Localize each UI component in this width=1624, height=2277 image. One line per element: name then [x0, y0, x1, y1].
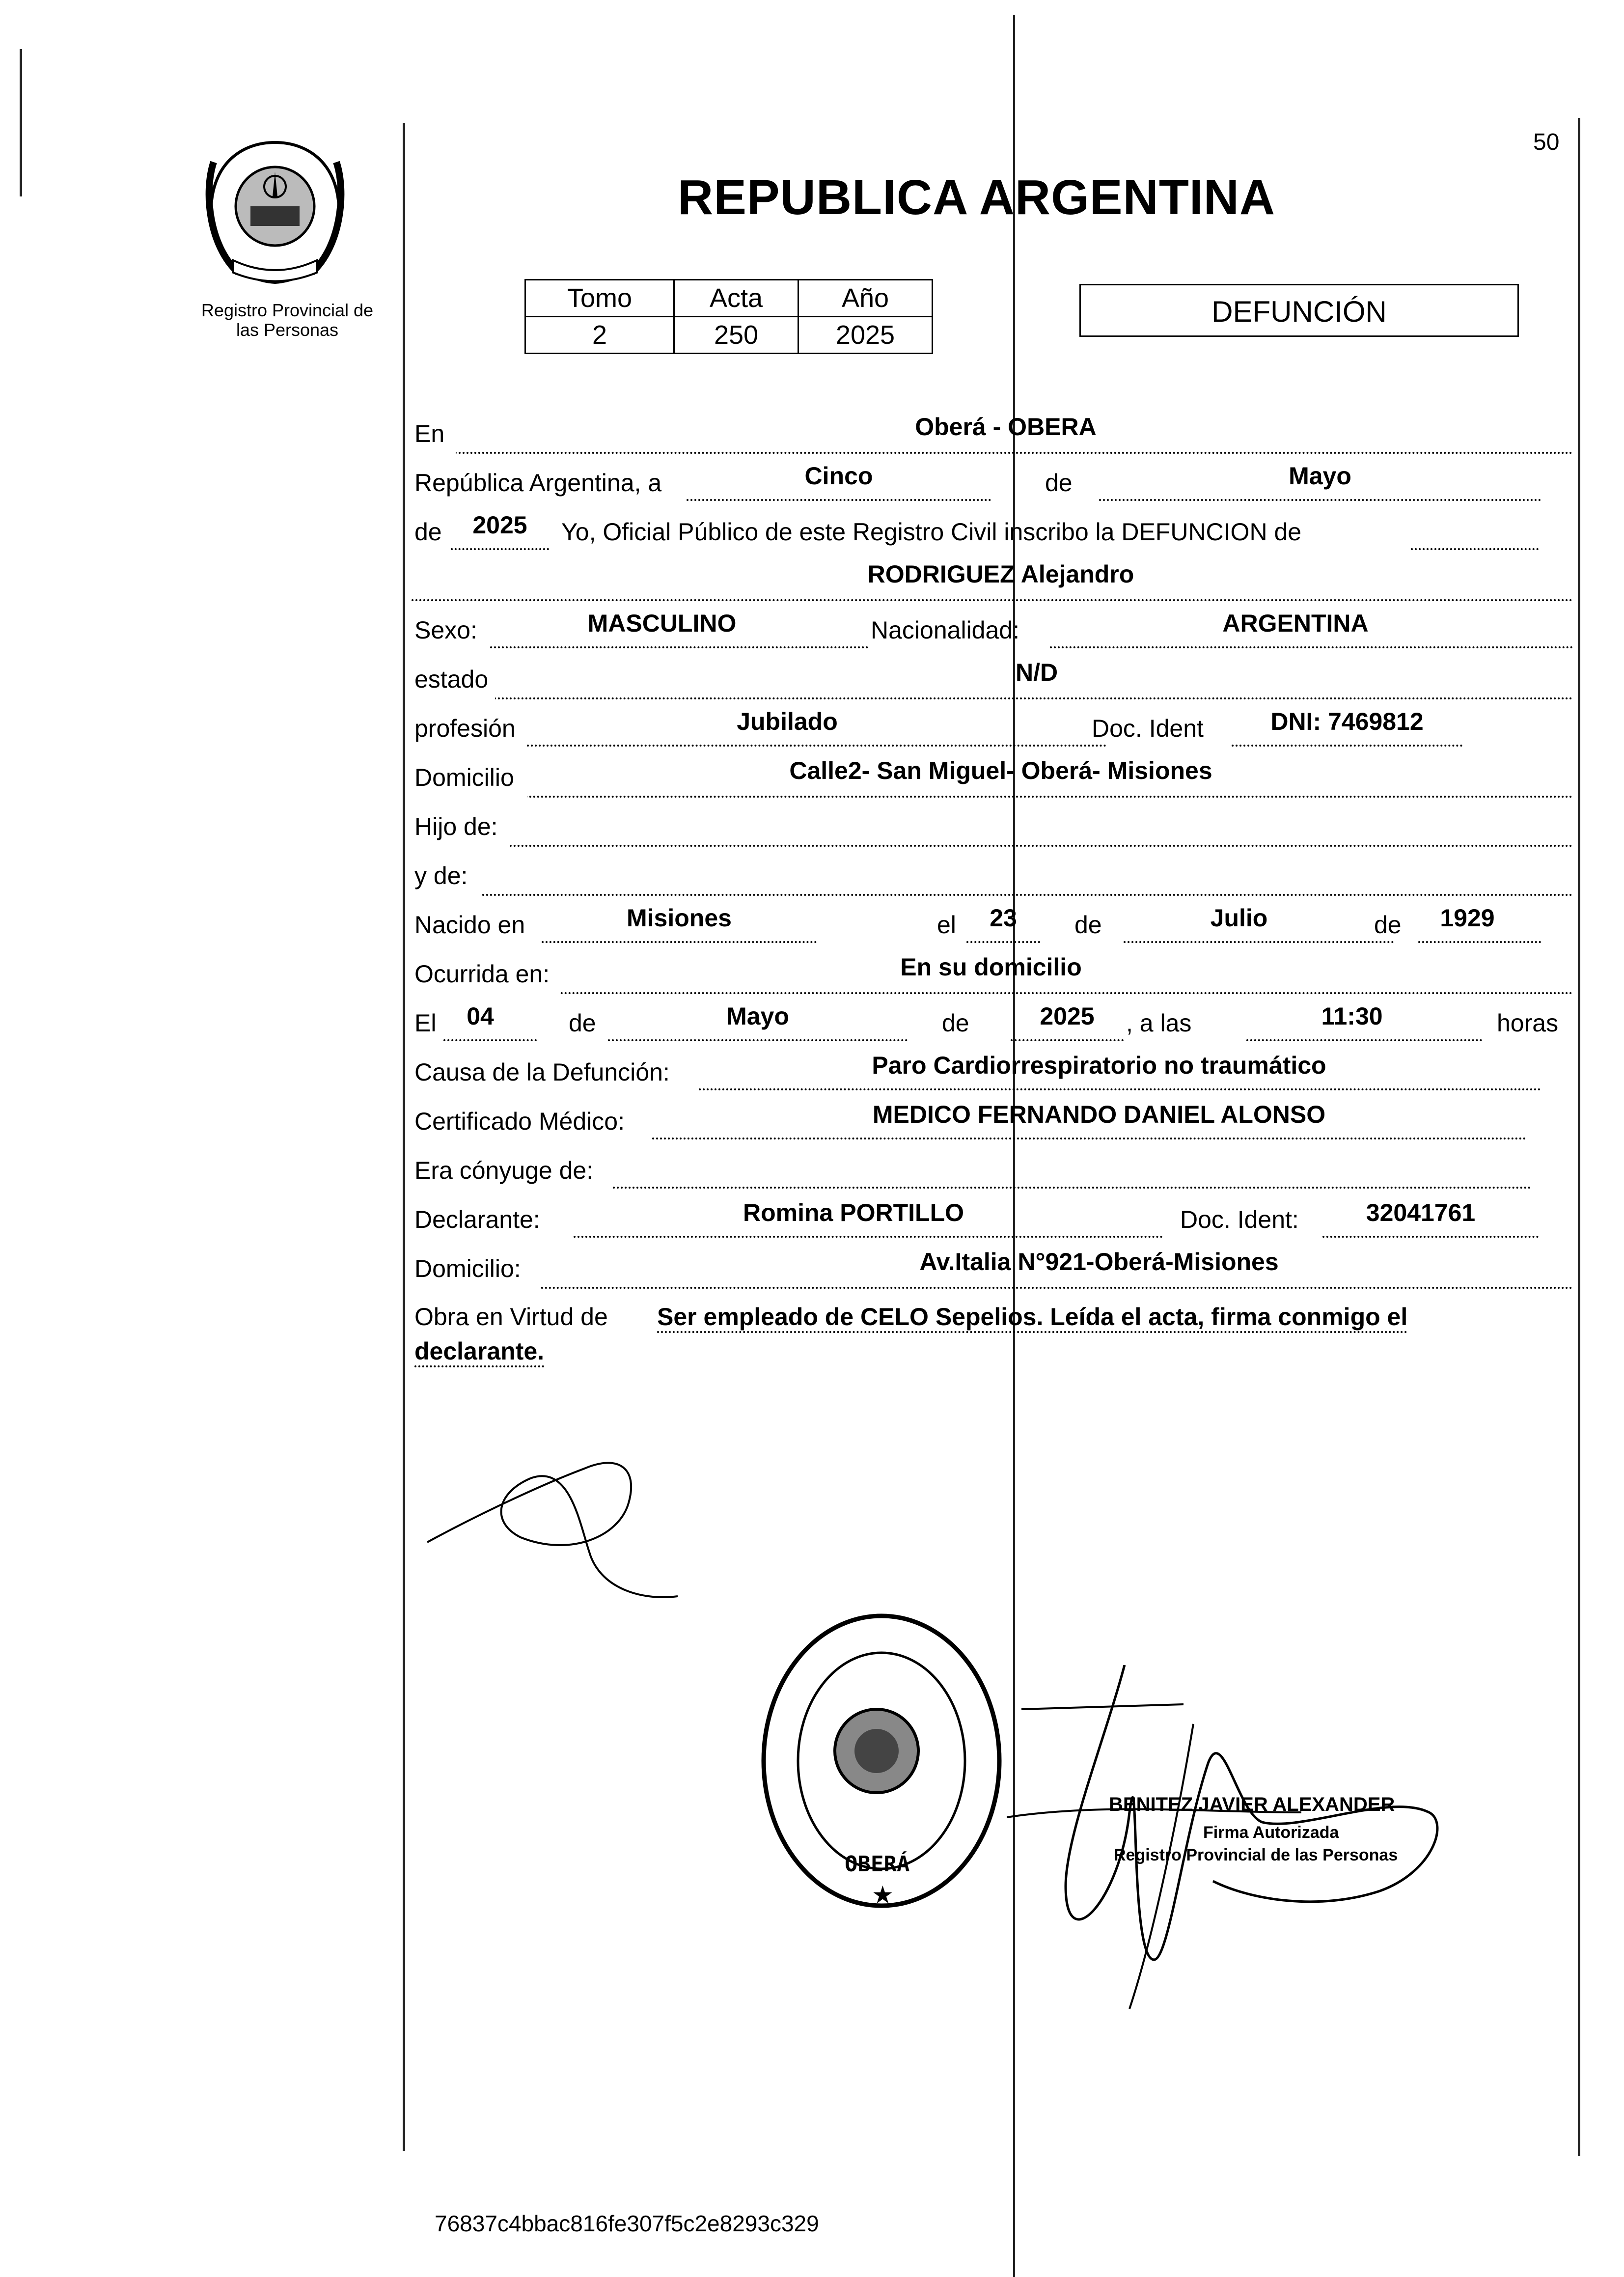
deceased-name: RODRIGUEZ Alejandro: [867, 560, 1134, 588]
official-stamp: [749, 1604, 1014, 1918]
de-label-4: de: [1374, 911, 1402, 939]
domicilio-label: Domicilio: [414, 764, 514, 791]
nacido-label: Nacido en: [414, 911, 525, 939]
estado-value: N/D: [1016, 659, 1058, 686]
acta-value: 250: [674, 317, 798, 354]
document-hash: 76837c4bbac816fe307f5c2e8293c329: [435, 2211, 819, 2236]
row-deceased: [412, 550, 1573, 601]
sexo-value: MASCULINO: [587, 610, 737, 637]
nacido-lugar-value: Misiones: [627, 904, 732, 932]
nacido-mes-value: Julio: [1210, 904, 1268, 932]
official-role: Firma Autorizada: [1203, 1823, 1339, 1842]
domicilio-value: Calle2- San Miguel- Oberá- Misiones: [789, 757, 1212, 784]
official-name: BENITEZ JAVIER ALEXANDER: [1109, 1794, 1395, 1815]
en-label: En: [414, 420, 445, 447]
right-form-border: [1578, 118, 1580, 2156]
el-cap-label: El: [414, 1009, 437, 1037]
de-label-5: de: [569, 1009, 596, 1037]
certificado-value: MEDICO FERNANDO DANIEL ALONSO: [872, 1101, 1326, 1128]
row-domicilio: [412, 747, 1573, 798]
el-label: el: [937, 911, 956, 939]
edge-mark: [20, 49, 22, 196]
de-label-2: de: [414, 518, 442, 546]
obra-line1: Ser empleado de CELO Sepelios. Leída el acta, firma conmigo el: [657, 1303, 1407, 1333]
row-ocurrida: [412, 943, 1573, 994]
row-sexo: [412, 599, 1573, 648]
acta-header: Acta: [674, 280, 798, 317]
row-place: [412, 403, 1573, 454]
nacionalidad-value: ARGENTINA: [1222, 610, 1369, 637]
declarante-value: Romina PORTILLO: [743, 1199, 964, 1226]
estado-label: estado: [414, 666, 489, 693]
profesion-label: profesión: [414, 715, 516, 742]
issuer-name: Registro Provincial de las Personas: [201, 300, 374, 340]
row-fecha-defuncion: [412, 992, 1573, 1041]
row-yde: [412, 845, 1573, 896]
de-label-1: de: [1045, 469, 1073, 497]
domicilio2-label: Domicilio:: [414, 1255, 521, 1282]
ocurrida-label: Ocurrida en:: [414, 960, 550, 988]
row-domicilio2: [412, 1238, 1573, 1289]
row-profesion: [412, 697, 1573, 747]
row-hijo: [412, 796, 1573, 847]
yde-label: y de:: [414, 862, 468, 889]
row-nacido: [412, 894, 1573, 943]
row-estado: [412, 648, 1573, 699]
doc-ident-label: Doc. Ident: [1092, 715, 1204, 742]
anio-header: Año: [798, 280, 933, 317]
declarante-label: Declarante:: [414, 1206, 540, 1233]
horas-label: horas: [1497, 1009, 1559, 1037]
de-label-6: de: [942, 1009, 969, 1037]
misiones-crest-icon: [194, 133, 356, 290]
official-organization: Registro Provincial de las Personas: [1114, 1846, 1398, 1864]
hijo-label: Hijo de:: [414, 813, 498, 840]
row-registro: [412, 501, 1573, 550]
reference-table: [524, 279, 933, 354]
document-type-box: DEFUNCIÓN: [1079, 284, 1519, 337]
doc-ident2-label: Doc. Ident:: [1180, 1206, 1299, 1233]
nacionalidad-label: Nacionalidad:: [871, 616, 1019, 644]
row-conyuge: [412, 1139, 1573, 1189]
month-value: Mayo: [1289, 462, 1351, 490]
place-value: Oberá - OBERA: [915, 413, 1097, 441]
conyuge-label: Era cónyuge de:: [414, 1157, 594, 1184]
domicilio2-value: Av.Italia N°921-Oberá-Misiones: [919, 1248, 1279, 1276]
row-date: [412, 452, 1573, 501]
nacido-dia-value: 23: [990, 904, 1017, 932]
row-obra: [412, 1287, 1573, 1385]
left-form-border: [403, 123, 405, 2151]
row-certificado: [412, 1090, 1573, 1139]
document-title: REPUBLICA ARGENTINA: [678, 170, 1276, 225]
stamp-city: OBERÁ: [845, 1852, 910, 1877]
def-dia-value: 04: [467, 1002, 494, 1030]
obra-line2: declarante.: [414, 1337, 544, 1367]
obra-label: Obra en Virtud de: [414, 1303, 608, 1331]
page-number: 50: [1533, 129, 1560, 155]
nacido-anio-value: 1929: [1440, 904, 1495, 932]
de-label-3: de: [1074, 911, 1102, 939]
day-words-value: Cinco: [804, 462, 873, 490]
causa-label: Causa de la Defunción:: [414, 1058, 670, 1086]
year-value: 2025: [472, 511, 527, 539]
causa-value: Paro Cardiorrespiratorio no traumático: [872, 1052, 1326, 1079]
row-declarante: [412, 1189, 1573, 1238]
ocurrida-value: En su domicilio: [900, 953, 1082, 981]
def-hora-value: 11:30: [1321, 1002, 1383, 1030]
anio-value: 2025: [798, 317, 933, 354]
alas-label: , a las: [1126, 1009, 1192, 1037]
declarant-signature: [422, 1439, 678, 1636]
sexo-label: Sexo:: [414, 616, 477, 644]
certificado-label: Certificado Médico:: [414, 1108, 625, 1135]
tomo-value: 2: [525, 317, 674, 354]
registro-text: Yo, Oficial Público de este Registro Civil inscribo la DEFUNCION de: [561, 518, 1302, 546]
republica-label: República Argentina, a: [414, 469, 662, 497]
svg-text:★: ★: [872, 1881, 894, 1909]
def-mes-value: Mayo: [726, 1002, 789, 1030]
doc-ident-value: DNI: 7469812: [1270, 708, 1424, 735]
def-anio-value: 2025: [1040, 1002, 1095, 1030]
tomo-header: Tomo: [525, 280, 674, 317]
profesion-value: Jubilado: [737, 708, 838, 735]
declarante-doc-value: 32041761: [1366, 1199, 1476, 1226]
row-causa: [412, 1041, 1573, 1090]
